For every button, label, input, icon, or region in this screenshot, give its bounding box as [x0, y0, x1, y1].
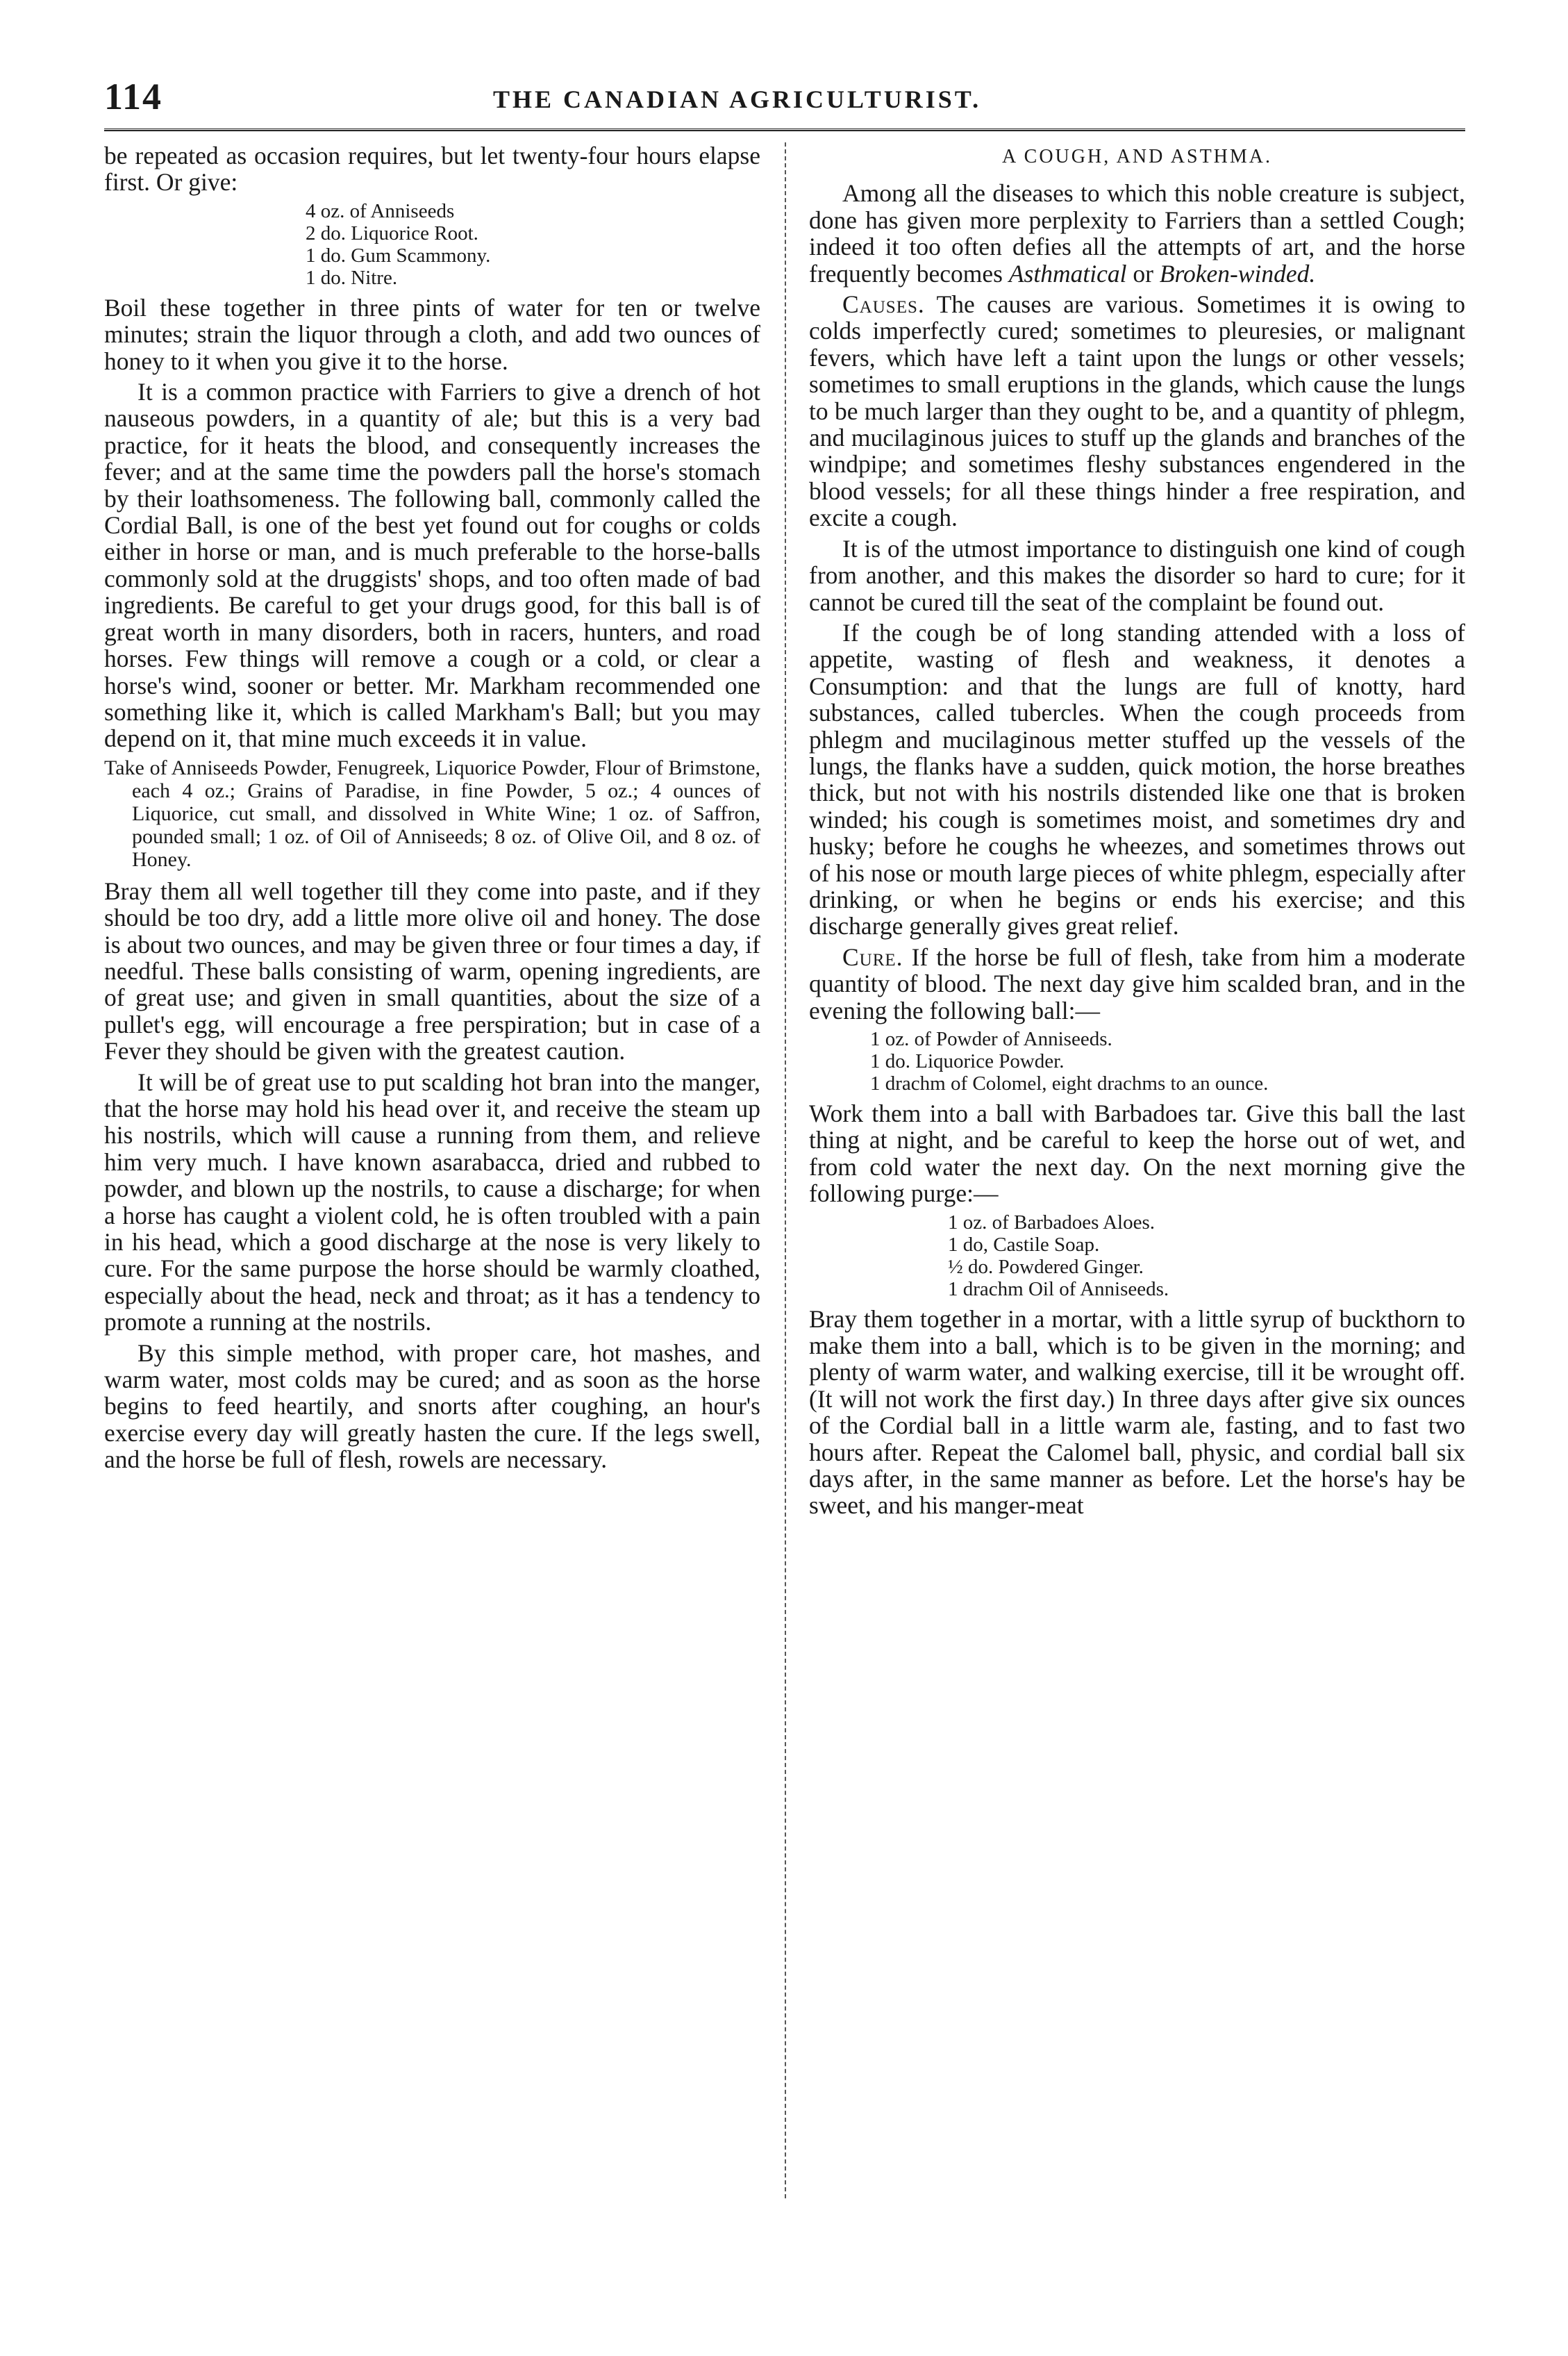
causes-text: The causes are various. Sometimes it is owing to colds imperfectly cured; sometimes to pleuresies, or malignant fevers, which have left a taint upon the lungs or other vessels; sometimes to small eruptions in the glands, which cause the lungs to be much larger than they ought to be, and a quantity of phlegm, and mucilaginous juices to stuff up the glands and branches of the windpipe; and sometimes fleshy substances engendered in the blood vessels; for all these things hinder a free respiration, and excite a cough. — [809, 290, 1465, 532]
section-heading: A COUGH, AND ASTHMA. — [1001, 146, 1273, 167]
recipe-line: 1 do, Castile Soap. — [948, 1233, 1100, 1256]
left-paragraph-1: be repeated as occasion requires, but let twenty-four hours elapse first. Or give: — [104, 142, 760, 197]
cure-text: If the horse be full of flesh, take from him a moderate quantity of blood. The next day give him scalded bran, and in the evening the following ball:— — [809, 943, 1465, 1024]
right-paragraph-1 — [809, 180, 1465, 287]
asthmatical-term: Asthmatical — [1008, 259, 1127, 288]
broken-winded-term: Broken-winded. — [1159, 259, 1316, 288]
recipe-line: 2 do. Liquorice Root. — [306, 222, 478, 244]
cure-paragraph — [809, 944, 1465, 1024]
conjunction-or: or — [1133, 259, 1153, 288]
header-rule — [104, 128, 1465, 131]
left-paragraph-6: By this simple method, with proper care, hot mashes, and warm water, most colds may be cured; and as soon as the horse begins to feed heartily, and snorts after coughing, an hour's exercise every day will greatly hasten the cure. If the legs swell, and the horse be full of flesh, rowels are necessary. — [104, 1338, 760, 1474]
left-recipe-2: Take of Anniseeds Powder, Fenugreek, Liquorice Powder, Flour of Brimstone, each 4 oz.; Grains of Paradise, in fine Powder, 5 oz.; 4 ounces of Liquorice, cut small, and dissolved in White Wine; 1 oz. of Saffron, pounded small; 1 oz. of Oil of Anniseeds; 8 oz. of Olive Oil, and 8 oz. of Honey. — [104, 756, 760, 871]
right-recipe-1 — [809, 1028, 1465, 1095]
right-paragraph-3: If the cough be of long standing attended with a loss of appetite, wasting of flesh and weakness, it denotes a Consumption: and that the lungs are full of knotty, hard substances, called tubercles. When the cough proceeds from phlegm and mucilaginous metter stuffed up the vessels of the lungs, the flanks have a sudden, quick motion, the horse breathes thick, but not with his nostrils distended like one that is broken winded; his cough is sometimes moist, and sometimes dry and husky; before he coughs he wheezes, and sometimes throws out of his nose or mouth large pieces of white phlegm, especially after drinking, or when he begins or ends his exercise; and this discharge generally gives great relief. — [809, 618, 1465, 940]
cure-label: Cure. — [842, 943, 903, 971]
running-head: THE CANADIAN AGRICULTURIST. — [493, 85, 982, 113]
left-column — [104, 142, 760, 1477]
recipe-line: 4 oz. of Anniseeds — [306, 199, 455, 222]
recipe-line: 1 oz. of Powder of Anniseeds. — [870, 1028, 1112, 1050]
right-paragraph-4: Work them into a ball with Barbadoes tar. Give this ball the last thing at night, and be careful to keep the horse out of wet, and from cold water the next day. On the next morning give the following purge:— — [809, 1100, 1465, 1208]
causes-label: Causes. — [842, 290, 925, 319]
recipe-line: 1 do. Nitre. — [306, 266, 398, 289]
recipe-line: 1 drachm Oil of Anniseeds. — [948, 1277, 1169, 1300]
causes-paragraph — [809, 291, 1465, 531]
right-recipe-2 — [809, 1211, 1465, 1300]
recipe-line: 1 do. Liquorice Powder. — [870, 1050, 1065, 1072]
right-p1-text: Among all the diseases to which this noble creature is subject, done has given more perplexity to Farriers than a settled Cough; indeed it too often defies all the attempts of art, and the horse frequently becomes — [809, 179, 1465, 288]
left-paragraph-3: It is a common practice with Farriers to give a drench of hot nauseous powders, in a quantity of ale; but this is a very bad practice, for it heats the blood, and consequently increases the fever; and at the same time the powders pall the horse's stomach by their loathsomeness. The following ball, commonly called the Cordial Ball, is one of the best yet found out for coughs or colds either in horse or man, and is much preferable to the horse-balls commonly sold at the druggists' shops, and too often made of bad ingredients. Be careful to get your drugs good, for this ball is of great worth in many disorders, both in racers, hunters, and road horses. Few things will remove a cough or a cold, or clear a horse's wind, sooner or better. Mr. Markham recommended one something like it, which is called Markham's Ball; but you may depend on it, that mine much exceeds it in value. — [104, 378, 760, 753]
right-paragraph-5: Bray them together in a mortar, with a little syrup of buckthorn to make them into a ball, which is to be given in the morning; and plenty of warm water, and walking exercise, till it be wrought off. (It will not work the first day.) In three days after give six ounces of the Cordial ball in a little warm ale, fasting, and to fast two hours after. Repeat the Calomel ball, physic, and cordial ball six days after, in the same manner as before. Let the horse's hay be sweet, and his manger-meat — [809, 1304, 1465, 1520]
recipe-line: 1 do. Gum Scammony. — [306, 244, 491, 267]
page-header — [104, 75, 1465, 124]
left-paragraph-4: Bray them all well together till they come into paste, and if they should be too dry, add a little more olive oil and honey. The dose is about two ounces, and may be given three or four times a day, if needful. These balls consisting of warm, opening ingredients, are of great use; and given in small quantities, about the size of a pullet's egg, will encourage a free perspiration; but in case of a Fever they should be given with the greatest caution. — [104, 877, 760, 1065]
page-number: 114 — [104, 76, 163, 117]
right-column — [809, 142, 1465, 1523]
recipe-line: ½ do. Powdered Ginger. — [948, 1255, 1144, 1278]
right-paragraph-2: It is of the utmost importance to distinguish one kind of cough from another, and this makes the disorder so hard to cure; for it cannot be cured till the seat of the complaint be found out. — [809, 534, 1465, 616]
column-divider — [785, 142, 786, 2198]
left-paragraph-2: Boil these together in three pints of water for ten or twelve minutes; strain the liquor through a cloth, and add two ounces of honey to it when you give it to the horse. — [104, 293, 760, 375]
left-recipe-1 — [104, 200, 760, 289]
recipe-line: 1 drachm of Colomel, eight drachms to an ounce. — [870, 1072, 1269, 1095]
left-paragraph-5: It will be of great use to put scalding hot bran into the manger, that the horse may hold his head over it, and receive the steam up his nostrils, which will cause a running from them, and relieve him very much. I have known asarabacca, dried and rubbed to powder, and blown up the nostrils, to cause a discharge; for when a horse has caught a violent cold, he is often troubled with a pain in his head, which a good discharge at the nose is very likely to cure. For the same purpose the horse should be warmly cloathed, especially about the head, neck and throat; as it has a tendency to promote a running at the nostrils. — [104, 1068, 760, 1336]
recipe-line: 1 oz. of Barbadoes Aloes. — [948, 1211, 1155, 1234]
